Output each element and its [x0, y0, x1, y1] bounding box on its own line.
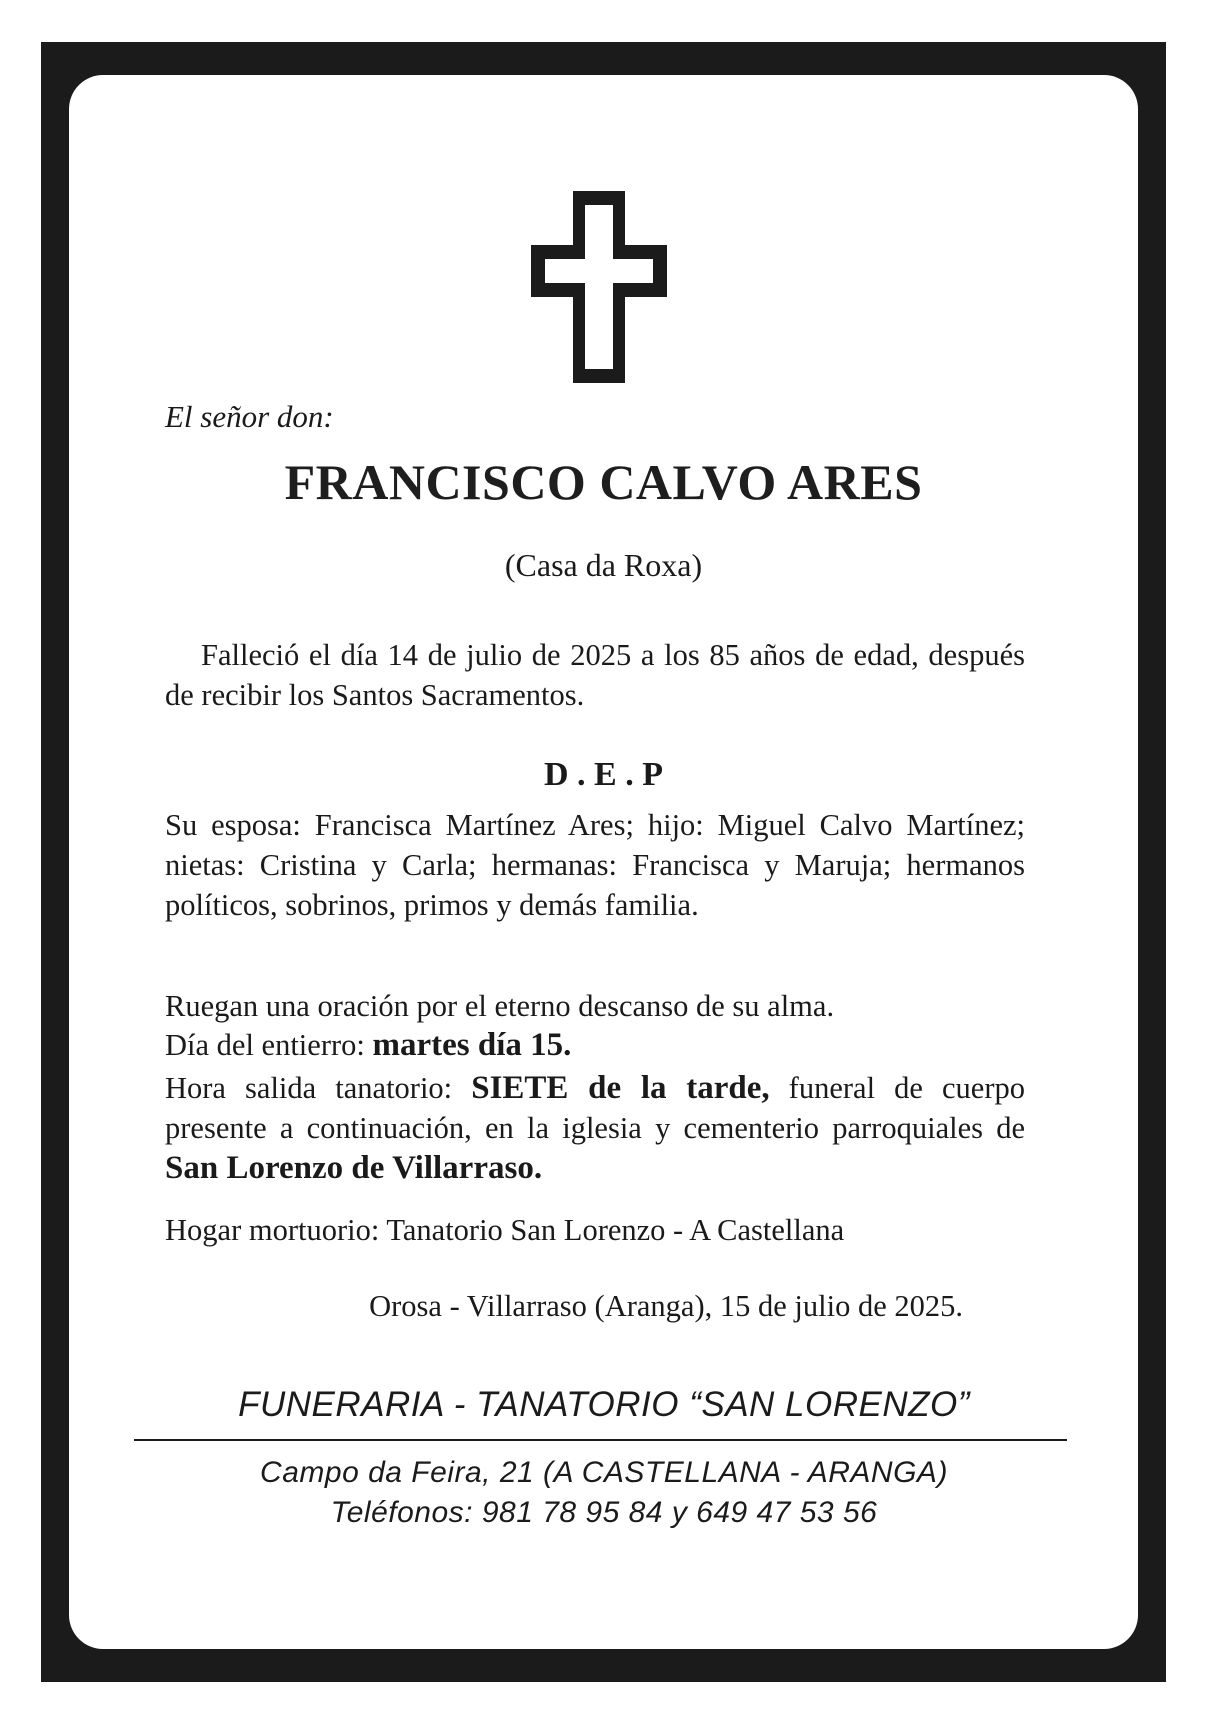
funeral-company-name: FUNERARIA - TANATORIO “SAN LORENZO”: [238, 1385, 970, 1424]
obituary-card: [69, 75, 1138, 1649]
intro-line: El señor don:: [165, 399, 334, 434]
burial-label: Día del entierro:: [165, 1028, 373, 1062]
church-name: San Lorenzo de Villarraso.: [165, 1150, 543, 1186]
wake-funeral-text: funeral de cuerpo presente a continuación, en la iglesia y cementerio parroquiales de: [165, 1071, 1025, 1145]
funeral-home: Hogar mortuorio: Tanatorio San Lorenzo - A Castellana: [165, 1213, 845, 1247]
prayer-request: Ruegan una oración por el eterno descanso de su alma.: [165, 989, 835, 1023]
wake-details: [165, 1068, 1025, 1188]
burial-day: [165, 1025, 1025, 1065]
house-nickname: (Casa da Roxa): [504, 547, 703, 583]
wake-label: Hora salida tanatorio:: [165, 1071, 472, 1105]
death-notice: Falleció el día 14 de julio de 2025 a los 85 años de edad, después de recibir los Santos Sacramentos.: [165, 638, 1025, 712]
company-phones: Teléfonos: 981 78 95 84 y 649 47 53 56: [330, 1496, 878, 1529]
footer-divider: [134, 1439, 1067, 1441]
wake-time: SIETE de la tarde,: [471, 1070, 770, 1106]
burial-day-value: martes día 15.: [372, 1027, 572, 1063]
latin-cross-icon: [529, 189, 669, 385]
deceased-name: FRANCISCO CALVO ARES: [284, 454, 923, 510]
company-address: Campo da Feira, 21 (A CASTELLANA - ARANGA): [260, 1456, 948, 1489]
place-and-date: Orosa - Villarraso (Aranga), 15 de julio de 2025.: [369, 1289, 963, 1323]
mourning-border: [41, 42, 1166, 1682]
dep-heading: D . E . P: [544, 756, 663, 793]
family-list: Su esposa: Francisca Martínez Ares; hijo: Miguel Calvo Martínez; nietas: Cristina y Carla; hermanas: Francisca y Maruja; hermanos políticos, sobrinos, primos y demás familia.: [165, 808, 1025, 922]
